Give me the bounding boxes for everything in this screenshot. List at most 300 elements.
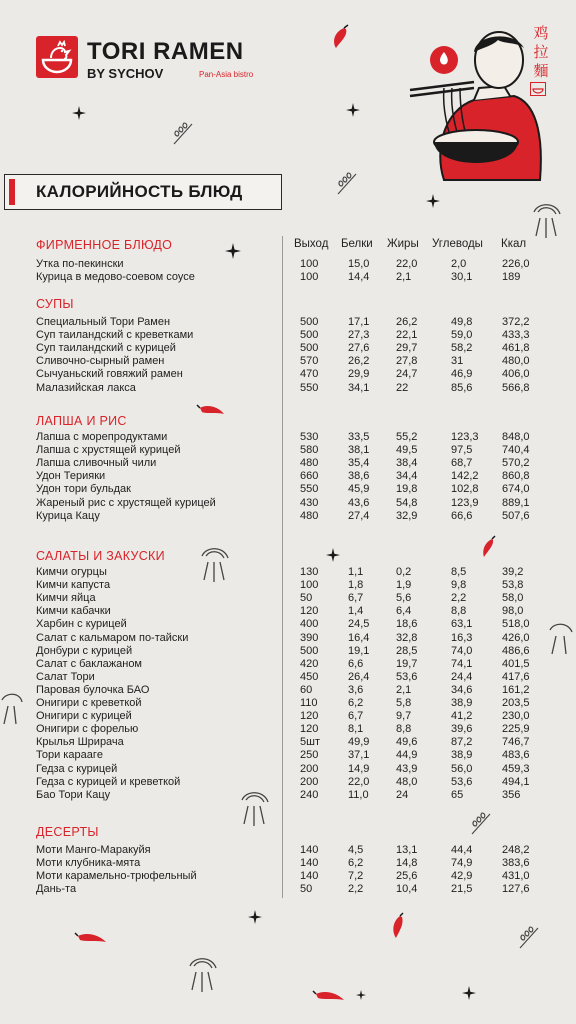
nutrition-value: 55,2: [396, 431, 418, 443]
dish-name: Моти карамельно-трюфельный: [36, 870, 197, 883]
chinese-char: 麵: [533, 62, 549, 80]
nutrition-value: 480: [300, 509, 319, 522]
nutrition-value: 29,9: [348, 368, 370, 381]
nutrition-value: 123,3: [451, 431, 479, 443]
nutrition-value: 22,0: [348, 775, 370, 788]
nutrition-value: 15,0: [348, 258, 370, 270]
dish-name: Кимчи капуста: [36, 579, 111, 592]
nutrition-value: 49,8: [451, 316, 473, 328]
nutrition-value: 25,6: [396, 870, 418, 883]
nutrition-value: 29,7: [396, 342, 418, 355]
nutrition-value: 26,2: [348, 355, 370, 368]
dish-name: Паровая булочка БАО: [36, 683, 150, 696]
nutrition-value: 372,2: [502, 316, 530, 328]
table-row: [36, 592, 556, 605]
nutrition-value: 34,6: [451, 683, 473, 696]
nutrition-value: 2,1: [396, 271, 412, 284]
nutrition-value: 480,0: [502, 355, 530, 368]
chili-pepper-icon: [74, 930, 108, 946]
nutrition-value: 550: [300, 483, 319, 496]
chinese-char: 鸡: [533, 24, 549, 42]
nutrition-value: 26,2: [396, 316, 418, 328]
logo: [36, 36, 78, 78]
nutrition-value: 28,5: [396, 644, 418, 657]
dish-name: Крылья Шрирача: [36, 736, 124, 749]
nutrition-value: 8,8: [396, 723, 412, 736]
nutrition-value: 34,1: [348, 381, 370, 394]
dish-name: Салат с баклажаном: [36, 657, 142, 670]
nutrition-value: 41,2: [451, 710, 473, 723]
dish-name: Моти клубника-мята: [36, 857, 141, 870]
dish-name: Курица в медово-соевом соусе: [36, 271, 195, 284]
nutrition-value: 230,0: [502, 710, 530, 723]
nutrition-value: 5,8: [396, 697, 412, 709]
dish-name: Дань-та: [36, 883, 77, 896]
nutrition-value: 470: [300, 368, 319, 381]
nutrition-value: 48,0: [396, 775, 418, 788]
nutrition-value: 127,6: [502, 883, 530, 896]
sparkle-icon: [426, 194, 440, 208]
nutrition-value: 38,9: [451, 749, 473, 762]
section-title: СУПЫ: [36, 297, 74, 311]
nutrition-value: 42,9: [451, 870, 473, 883]
shrimp-icon: [196, 544, 232, 584]
nutrition-value: 430: [300, 496, 319, 509]
dish-name: Специальный Тори Рамен: [36, 316, 171, 328]
table-row: [36, 342, 556, 355]
nutrition-value: 44,9: [396, 749, 418, 762]
dish-name: Утка по-пекински: [36, 258, 124, 270]
nutrition-value: 401,5: [502, 657, 530, 670]
nutrition-value: 848,0: [502, 431, 530, 443]
table-row: [36, 329, 556, 342]
nutrition-value: 100: [300, 271, 319, 284]
dish-name: Харбин с курицей: [36, 618, 127, 631]
nutrition-value: 37,1: [348, 749, 370, 762]
nutrition-value: 30,1: [451, 271, 473, 284]
nutrition-value: 19,8: [396, 483, 418, 496]
nutrition-value: 356: [502, 788, 521, 801]
nutrition-value: 43,6: [348, 496, 370, 509]
nutrition-value: 50: [300, 592, 313, 605]
dish-name: Курица Кацу: [36, 509, 100, 522]
chili-pepper-icon: [330, 24, 352, 50]
table-row: [36, 271, 556, 284]
nutrition-value: 660: [300, 470, 319, 483]
dish-name: Лапша с морепродуктами: [36, 431, 168, 443]
sparkle-icon: [326, 548, 340, 562]
dish-name: Салат Тори: [36, 670, 95, 683]
nutrition-value: 248,2: [502, 844, 530, 856]
nutrition-value: 16,3: [451, 631, 473, 644]
nutrition-value: 27,6: [348, 342, 370, 355]
nutrition-value: 38,6: [348, 470, 370, 483]
chili-pepper-icon: [478, 535, 498, 559]
nutrition-value: 59,0: [451, 329, 473, 342]
nutrition-value: 38,4: [396, 457, 418, 470]
nutrition-value: 225,9: [502, 723, 530, 736]
dish-name: Кимчи яйца: [36, 592, 96, 605]
nutrition-value: 1,8: [348, 579, 364, 592]
nutrition-value: 189: [502, 271, 521, 284]
nutrition-value: 746,7: [502, 736, 530, 749]
nutrition-value: 142,2: [451, 470, 479, 483]
table-row: [36, 776, 556, 789]
nutrition-value: 24: [396, 788, 409, 801]
nutrition-value: 383,6: [502, 857, 530, 870]
nutrition-value: 21,5: [451, 883, 473, 896]
wheat-icon: [336, 172, 358, 196]
chili-pepper-icon: [388, 912, 408, 940]
nutrition-value: 417,6: [502, 670, 530, 683]
nutrition-value: 54,8: [396, 496, 418, 509]
nutrition-value: 494,1: [502, 775, 530, 788]
nutrition-value: 500: [300, 644, 319, 657]
dish-name: Удон тори бульдак: [36, 483, 131, 496]
nutrition-value: 120: [300, 605, 319, 618]
dish-name: Салат с кальмаром по-тайски: [36, 631, 189, 644]
nutrition-value: 22: [396, 381, 409, 394]
nutrition-value: 56,0: [451, 762, 473, 775]
nutrition-value: 33,5: [348, 431, 370, 443]
dish-name: Сливочно-сырный рамен: [36, 355, 165, 368]
brand-sub: BY SYCHOV: [87, 66, 164, 81]
table-row: [36, 789, 556, 802]
nutrition-value: 50: [300, 883, 313, 896]
nutrition-value: 39,6: [451, 723, 473, 736]
sparkle-icon: [225, 243, 241, 259]
nutrition-value: 68,7: [451, 457, 473, 470]
table-row: [36, 632, 556, 645]
shrimp-icon: [236, 788, 272, 828]
rooster-bowl-icon: [36, 36, 78, 78]
nutrition-value: 53,6: [451, 775, 473, 788]
nutrition-value: 740,4: [502, 444, 530, 457]
table-row: [36, 316, 556, 329]
nutrition-value: 17,1: [348, 316, 370, 328]
nutrition-value: 483,6: [502, 749, 530, 762]
nutrition-value: 9,7: [396, 710, 412, 723]
dish-name: Гедза с курицей и креветкой: [36, 775, 181, 788]
nutrition-value: 14,9: [348, 762, 370, 775]
wheat-icon: [518, 926, 540, 950]
nutrition-value: 27,4: [348, 509, 370, 522]
nutrition-value: 500: [300, 342, 319, 355]
nutrition-value: 24,7: [396, 368, 418, 381]
nutrition-value: 8,1: [348, 723, 364, 736]
title-accent-bar: [9, 179, 15, 205]
table-row: [36, 497, 556, 510]
shrimp-icon: [184, 954, 220, 994]
nutrition-value: 13,1: [396, 844, 418, 856]
nutrition-value: 5шт: [300, 736, 320, 749]
nutrition-value: 250: [300, 749, 319, 762]
sparkle-icon: [346, 103, 360, 117]
nutrition-value: 2,1: [396, 683, 412, 696]
table-row: [36, 710, 556, 723]
table-row: [36, 470, 556, 483]
nutrition-value: 2,2: [348, 883, 364, 896]
nutrition-value: 130: [300, 566, 319, 578]
nutrition-value: 6,6: [348, 657, 364, 670]
nutrition-value: 140: [300, 857, 319, 870]
nutrition-value: 49,5: [396, 444, 418, 457]
nutrition-value: 518,0: [502, 618, 530, 631]
dish-name: Сычуаньский говяжий рамен: [36, 368, 183, 381]
nutrition-value: 22,0: [396, 258, 418, 270]
nutrition-value: 65: [451, 788, 464, 801]
table-row: [36, 483, 556, 496]
nutrition-value: 500: [300, 329, 319, 342]
nutrition-value: 44,4: [451, 844, 473, 856]
nutrition-value: 10,4: [396, 883, 418, 896]
sparkle-icon: [356, 990, 366, 1000]
nutrition-value: 200: [300, 762, 319, 775]
nutrition-value: 500: [300, 316, 319, 328]
nutrition-value: 580: [300, 444, 319, 457]
table-row: [36, 749, 556, 762]
nutrition-value: 1,1: [348, 566, 364, 578]
table-row: [36, 684, 556, 697]
section-title: ЛАПША И РИС: [36, 414, 127, 428]
nutrition-value: 14,8: [396, 857, 418, 870]
nutrition-value: 120: [300, 723, 319, 736]
table-row: [36, 697, 556, 710]
nutrition-value: 6,7: [348, 592, 364, 605]
nutrition-value: 26,4: [348, 670, 370, 683]
column-header: Выход: [294, 238, 329, 250]
sparkle-icon: [462, 986, 476, 1000]
nutrition-value: 85,6: [451, 381, 473, 394]
table-row: [36, 671, 556, 684]
nutrition-value: 889,1: [502, 496, 530, 509]
sparkle-icon: [72, 106, 86, 120]
nutrition-value: 3,6: [348, 683, 364, 696]
nutrition-value: 98,0: [502, 605, 524, 618]
nutrition-value: 24,5: [348, 618, 370, 631]
table-row: [36, 736, 556, 749]
nutrition-value: 566,8: [502, 381, 530, 394]
dish-name: Лапша сливочный чили: [36, 457, 157, 470]
table-row: [36, 857, 556, 870]
table-row: [36, 510, 556, 523]
nutrition-value: 8,5: [451, 566, 467, 578]
nutrition-value: 203,5: [502, 697, 530, 709]
nutrition-value: 431,0: [502, 870, 530, 883]
dish-name: Бао Тори Кацу: [36, 788, 111, 801]
nutrition-value: 27,3: [348, 329, 370, 342]
nutrition-value: 63,1: [451, 618, 473, 631]
nutrition-value: 11,0: [348, 788, 369, 801]
nutrition-value: 480: [300, 457, 319, 470]
nutrition-value: 507,6: [502, 509, 530, 522]
nutrition-value: 459,3: [502, 762, 530, 775]
nutrition-value: 46,9: [451, 368, 473, 381]
nutrition-value: 66,6: [451, 509, 473, 522]
dish-name: Лапша с хрустящей курицей: [36, 444, 181, 457]
nutrition-value: 1,4: [348, 605, 364, 618]
nutrition-value: 550: [300, 381, 319, 394]
nutrition-value: 49,6: [396, 736, 418, 749]
nutrition-value: 19,7: [396, 657, 418, 670]
dish-name: Суп таиландский с курицей: [36, 342, 176, 355]
nutrition-value: 49,9: [348, 736, 370, 749]
nutrition-value: 87,2: [451, 736, 473, 749]
dish-name: Кимчи кабачки: [36, 605, 111, 618]
nutrition-value: 58,0: [502, 592, 524, 605]
table-row: [36, 870, 556, 883]
nutrition-value: 31: [451, 355, 464, 368]
chili-pepper-icon: [312, 988, 346, 1004]
dish-name: Суп таиландский с креветками: [36, 329, 194, 342]
column-header: Жиры: [387, 238, 419, 250]
nutrition-value: 24,4: [451, 670, 473, 683]
shrimp-icon: [0, 690, 24, 726]
chinese-char: 拉: [533, 43, 549, 61]
nutrition-value: 2,0: [451, 258, 467, 270]
man-eating-ramen-illustration: [404, 30, 554, 190]
wheat-icon: [172, 122, 194, 146]
nutrition-value: 74,1: [451, 657, 473, 670]
nutrition-value: 674,0: [502, 483, 530, 496]
nutrition-value: 140: [300, 870, 319, 883]
chili-pepper-icon: [196, 402, 226, 418]
nutrition-value: 530: [300, 431, 319, 443]
nutrition-value: 18,6: [396, 618, 418, 631]
column-header: Белки: [341, 238, 373, 250]
shrimp-icon: [528, 200, 564, 240]
nutrition-value: 32,9: [396, 509, 418, 522]
nutrition-value: 74,0: [451, 644, 473, 657]
dish-name: Удон Терияки: [36, 470, 106, 483]
nutrition-value: 34,4: [396, 470, 418, 483]
nutrition-value: 39,2: [502, 566, 524, 578]
nutrition-value: 110: [300, 697, 318, 709]
nutrition-value: 5,6: [396, 592, 412, 605]
table-row: [36, 368, 556, 381]
dish-name: Кимчи огурцы: [36, 566, 107, 578]
nutrition-value: 74,9: [451, 857, 473, 870]
table-row: [36, 431, 556, 444]
table-row: [36, 382, 556, 395]
nutrition-value: 240: [300, 788, 319, 801]
page-title: КАЛОРИЙНОСТЬ БЛЮД: [36, 182, 243, 201]
table-row: [36, 658, 556, 671]
nutrition-value: 4,5: [348, 844, 364, 856]
nutrition-value: 22,1: [396, 329, 418, 342]
dish-name: Онигири с форелью: [36, 723, 139, 736]
dish-name: Онигири с креветкой: [36, 697, 142, 709]
section-title: ФИРМЕННОЕ БЛЮДО: [36, 238, 173, 252]
table-row: [36, 605, 556, 618]
nutrition-value: 461,8: [502, 342, 530, 355]
nutrition-value: 58,2: [451, 342, 473, 355]
nutrition-value: 860,8: [502, 470, 530, 483]
nutrition-value: 226,0: [502, 258, 530, 270]
dish-name: Моти Манго-Маракуйя: [36, 844, 151, 856]
table-row: [36, 723, 556, 736]
nutrition-value: 406,0: [502, 368, 530, 381]
table-row: [36, 457, 556, 470]
nutrition-value: 6,2: [348, 857, 364, 870]
nutrition-value: 486,6: [502, 644, 530, 657]
brand-name: TORI RAMEN: [87, 38, 244, 65]
nutrition-value: 100: [300, 258, 319, 270]
nutrition-value: 450: [300, 670, 319, 683]
nutrition-value: 100: [300, 579, 319, 592]
table-row: [36, 258, 556, 271]
nutrition-value: 161,2: [502, 683, 530, 696]
dish-name: Онигири с курицей: [36, 710, 132, 723]
table-row: [36, 566, 556, 579]
nutrition-value: 7,2: [348, 870, 364, 883]
nutrition-value: 32,8: [396, 631, 418, 644]
nutrition-value: 38,9: [451, 697, 473, 709]
column-header: Ккал: [501, 238, 527, 250]
nutrition-value: 123,9: [451, 496, 479, 509]
nutrition-value: 400: [300, 618, 319, 631]
nutrition-value: 60: [300, 683, 313, 696]
nutrition-value: 390: [300, 631, 319, 644]
nutrition-value: 97,5: [451, 444, 473, 457]
nutrition-value: 2,2: [451, 592, 467, 605]
nutrition-value: 420: [300, 657, 319, 670]
nutrition-value: 6,2: [348, 697, 364, 709]
nutrition-value: 43,9: [396, 762, 418, 775]
nutrition-value: 200: [300, 775, 319, 788]
nutrition-value: 6,4: [396, 605, 412, 618]
nutrition-value: 35,4: [348, 457, 370, 470]
section-title: САЛАТЫ И ЗАКУСКИ: [36, 549, 165, 563]
section-title: ДЕСЕРТЫ: [36, 825, 99, 839]
nutrition-value: 19,1: [348, 644, 370, 657]
table-row: [36, 645, 556, 658]
dish-name: Жареный рис с хрустящей курицей: [36, 496, 216, 509]
table-row: [36, 763, 556, 776]
sparkle-icon: [248, 910, 262, 924]
nutrition-value: 9,8: [451, 579, 467, 592]
nutrition-value: 8,8: [451, 605, 467, 618]
nutrition-value: 14,4: [348, 271, 370, 284]
nutrition-value: 6,7: [348, 710, 364, 723]
nutrition-value: 140: [300, 844, 319, 856]
nutrition-value: 570: [300, 355, 319, 368]
nutrition-value: 27,8: [396, 355, 418, 368]
nutrition-value: 0,2: [396, 566, 412, 578]
nutrition-value: 45,9: [348, 483, 370, 496]
nutrition-value: 38,1: [348, 444, 370, 457]
brand-tagline: Pan-Asia bistro: [199, 70, 254, 79]
nutrition-value: 16,4: [348, 631, 370, 644]
nutrition-value: 570,2: [502, 457, 530, 470]
table-row: [36, 579, 556, 592]
dish-name: Гедза с курицей: [36, 762, 118, 775]
dish-name: Донбури с курицей: [36, 644, 133, 657]
wheat-icon: [470, 812, 492, 836]
shrimp-icon: [546, 620, 574, 656]
table-row: [36, 618, 556, 631]
nutrition-value: 53,8: [502, 579, 524, 592]
nutrition-value: 426,0: [502, 631, 530, 644]
nutrition-value: 53,6: [396, 670, 418, 683]
table-row: [36, 444, 556, 457]
nutrition-value: 433,3: [502, 329, 530, 342]
table-row: [36, 355, 556, 368]
column-header: Углеводы: [432, 238, 483, 250]
table-row: [36, 844, 556, 857]
nutrition-value: 1,9: [396, 579, 412, 592]
table-row: [36, 883, 556, 896]
